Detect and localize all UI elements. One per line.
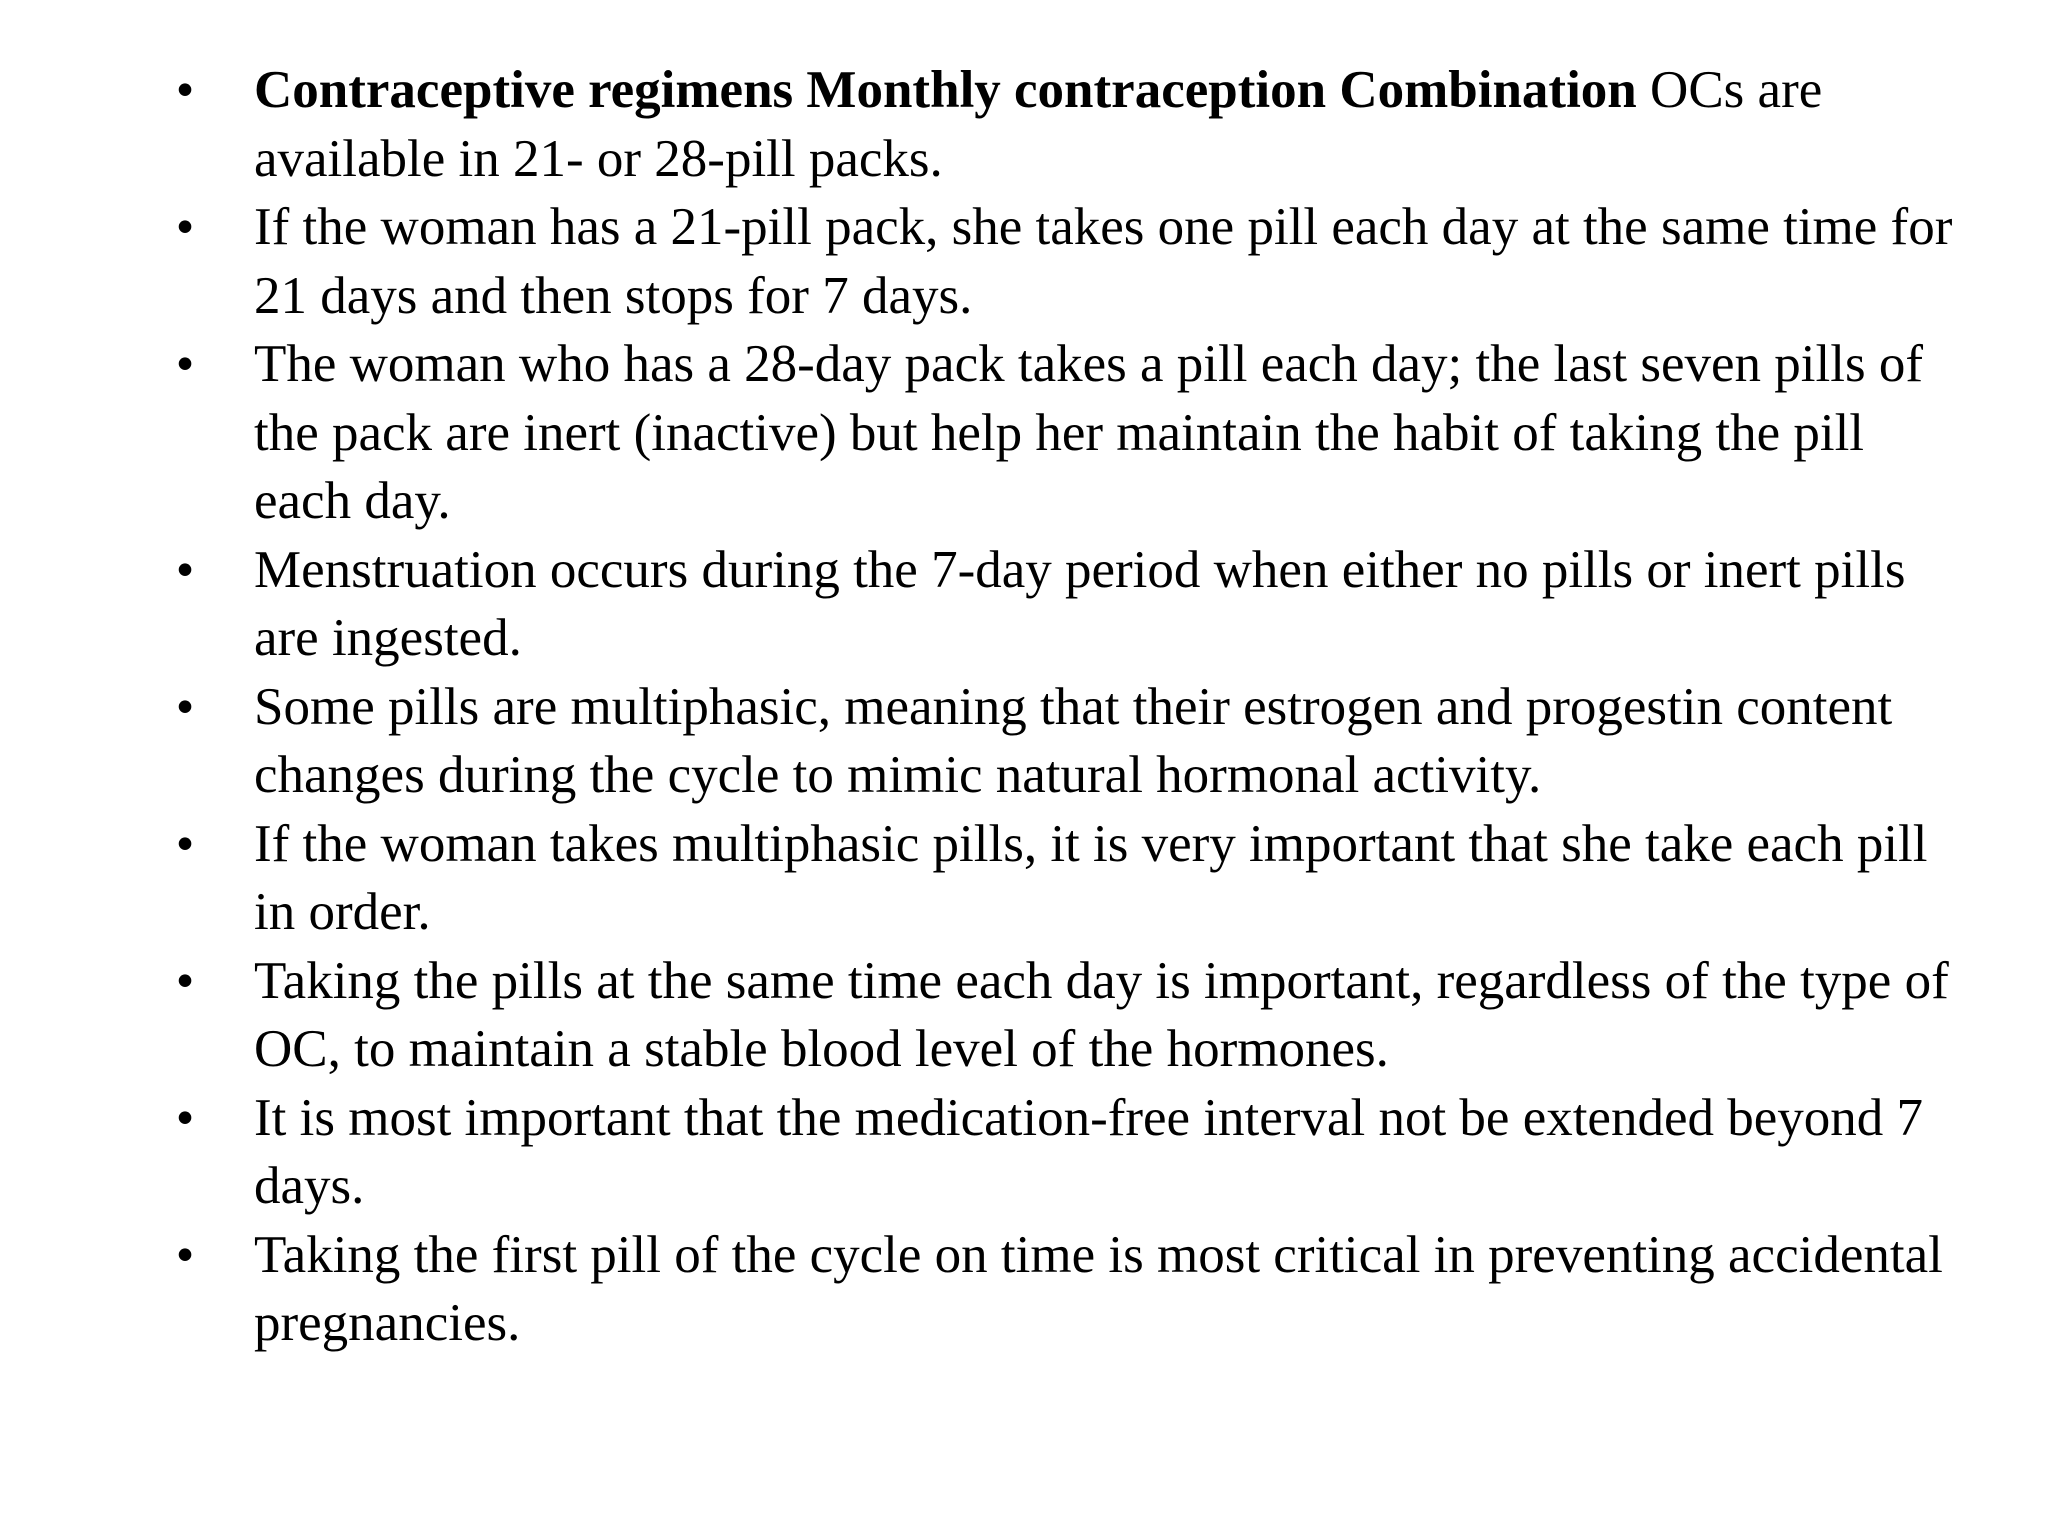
bullet-dot-icon: •	[175, 1225, 195, 1284]
bullet-item-3	[170, 330, 1970, 536]
bullet-9-text: Taking the first pill of the cycle on time is most critical in preventing accidental pregnancies.	[254, 1225, 1943, 1352]
bullet-item-8	[170, 1084, 1970, 1221]
bullet-dot-icon: •	[175, 61, 195, 119]
bullet-6-text: If the woman takes multiphasic pills, it is very important that she take each pill in order.	[254, 814, 1928, 941]
bullet-dot-icon: •	[175, 951, 195, 1010]
bullet-item-5	[170, 673, 1970, 810]
bullet-dot-icon: •	[175, 814, 195, 873]
bullet-dot-icon: •	[175, 198, 195, 256]
bullet-2-text: If the woman has a 21-pill pack, she takes one pill each day at the same time for 21 days and then stops for 7 days.	[254, 198, 1953, 325]
bullet-1-bold-text: Contraceptive regimens Monthly contraception Combination	[254, 61, 1637, 119]
bullet-item-4	[170, 536, 1970, 673]
bullet-item-6	[170, 810, 1970, 947]
bullet-dot-icon: •	[175, 540, 195, 599]
bullet-7-text: Taking the pills at the same time each day is important, regardless of the type of OC, to maintain a stable blood level of the hormones.	[254, 951, 1949, 1078]
bullet-dot-icon: •	[175, 335, 195, 393]
bullet-list	[170, 56, 1970, 1358]
bullet-1-text: OCs are available in 21- or 28-pill packs.	[254, 61, 1823, 188]
bullet-dot-icon: •	[175, 677, 195, 736]
bullet-item-1	[170, 56, 1970, 193]
bullet-dot-icon: •	[175, 1088, 195, 1147]
bullet-item-2	[170, 193, 1970, 330]
bullet-item-7	[170, 947, 1970, 1084]
bullet-8-text: It is most important that the medication-free interval not be extended beyond 7 days.	[254, 1088, 1924, 1215]
bullet-3-text: The woman who has a 28-day pack takes a pill each day; the last seven pills of the pack are inert (inactive) but help her maintain the habit of taking the pill each day.	[254, 335, 1923, 530]
bullet-4-text: Menstruation occurs during the 7-day period when either no pills or inert pills are ingested.	[254, 540, 1906, 667]
bullet-item-9	[170, 1221, 1970, 1358]
bullet-5-text: Some pills are multiphasic, meaning that their estrogen and progestin content changes during the cycle to mimic natural hormonal activity.	[254, 677, 1893, 804]
